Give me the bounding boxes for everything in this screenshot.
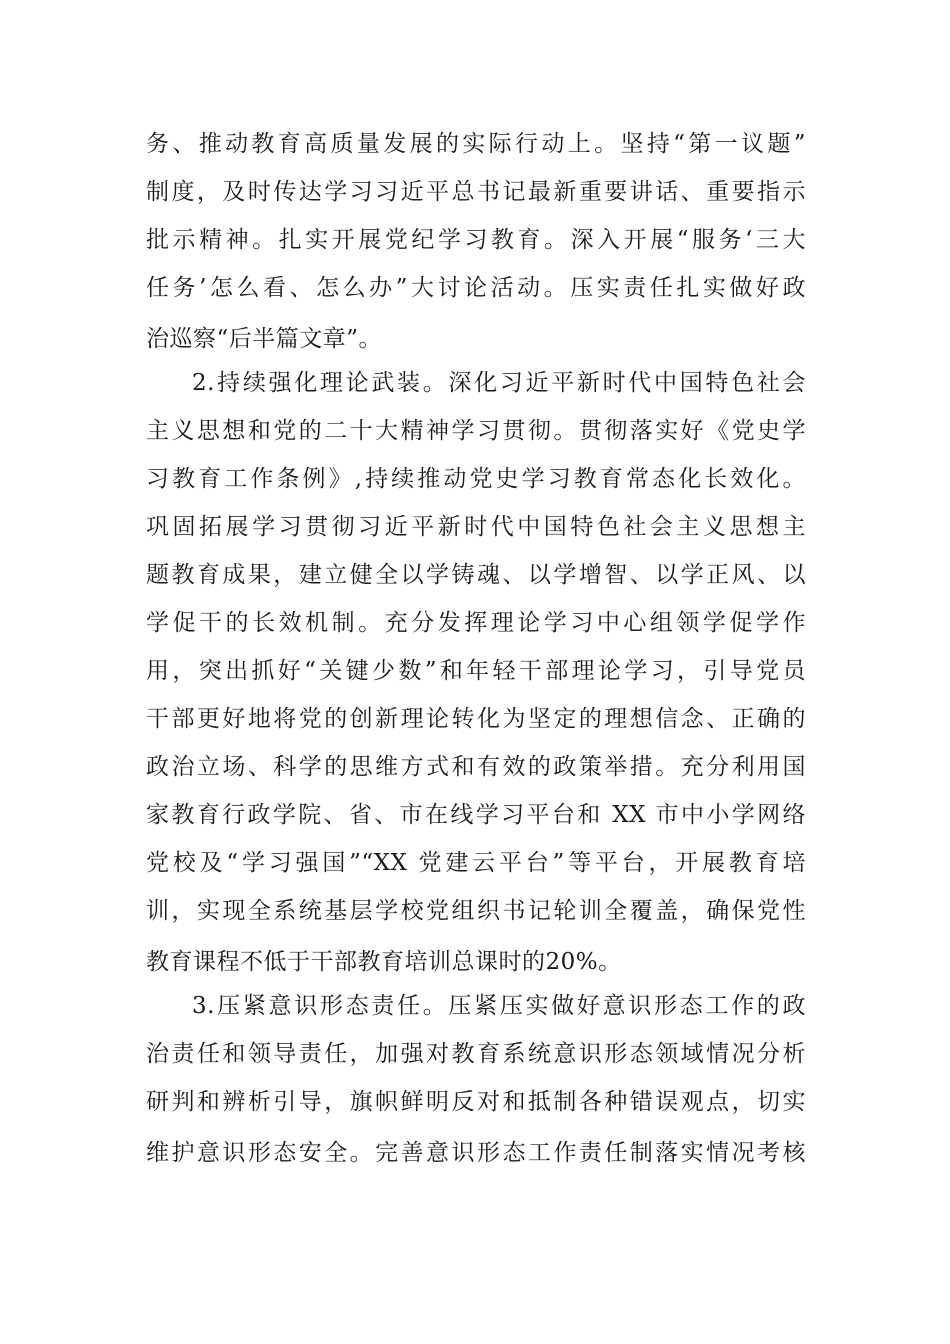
text-line: 治责任和领导责任，加强对教育系统意识形态领域情况分析 [146,1041,806,1067]
paragraph-heading-line: 2.持续强化理论武装。深化习近平新时代中国特色社会 [192,370,806,396]
text-line: 家教育行政学院、省、市在线学习平台和 XX 市中小学网络 [146,802,806,828]
text-line: 任务’怎么看、怎么办”大讨论活动。压实责任扎实做好政 [146,275,806,301]
text-line: 巩固拓展学习贯彻习近平新时代中国特色社会主义思想主 [146,514,806,540]
text-line: 习教育工作条例》,持续推动党史学习教育常态化长效化。 [146,466,806,492]
text-line: 党校及“学习强国”“XX 党建云平台”等平台，开展教育培 [146,850,806,876]
text-line: 教育课程不低于干部教育培训总课时的20%。 [146,949,622,975]
text-line: 维护意识形态安全。完善意识形态工作责任制落实情况考核 [146,1140,806,1166]
text-line: 干部更好地将党的创新理论转化为坚定的理想信念、正确的 [146,706,806,732]
text-line: 用，突出抓好“关键少数”和年轻干部理论学习，引导党员 [146,658,806,684]
text-line: 政治立场、科学的思维方式和有效的政策举措。充分利用国 [146,754,806,780]
text-line: 批示精神。扎实开展党纪学习教育。深入开展“服务‘三大 [146,227,806,253]
text-line: 治巡察“后半篇文章”。 [146,326,383,352]
text-line: 主义思想和党的二十大精神学习贯彻。贯彻落实好《党史学 [146,418,806,444]
text-line: 训，实现全系统基层学校党组织书记轮训全覆盖，确保党性 [146,898,806,924]
text-line: 研判和辨析引导，旗帜鲜明反对和抵制各种错误观点，切实 [146,1089,806,1115]
text-line: 制度，及时传达学习习近平总书记最新重要讲话、重要指示 [146,179,806,205]
paragraph-heading-line: 3.压紧意识形态责任。压紧压实做好意识形态工作的政 [192,993,806,1019]
text-line: 务、推动教育高质量发展的实际行动上。坚持“第一议题” [146,131,806,157]
text-line: 题教育成果，建立健全以学铸魂、以学增智、以学正风、以 [146,562,806,588]
text-line: 学促干的长效机制。充分发挥理论学习中心组领学促学作 [146,610,806,636]
